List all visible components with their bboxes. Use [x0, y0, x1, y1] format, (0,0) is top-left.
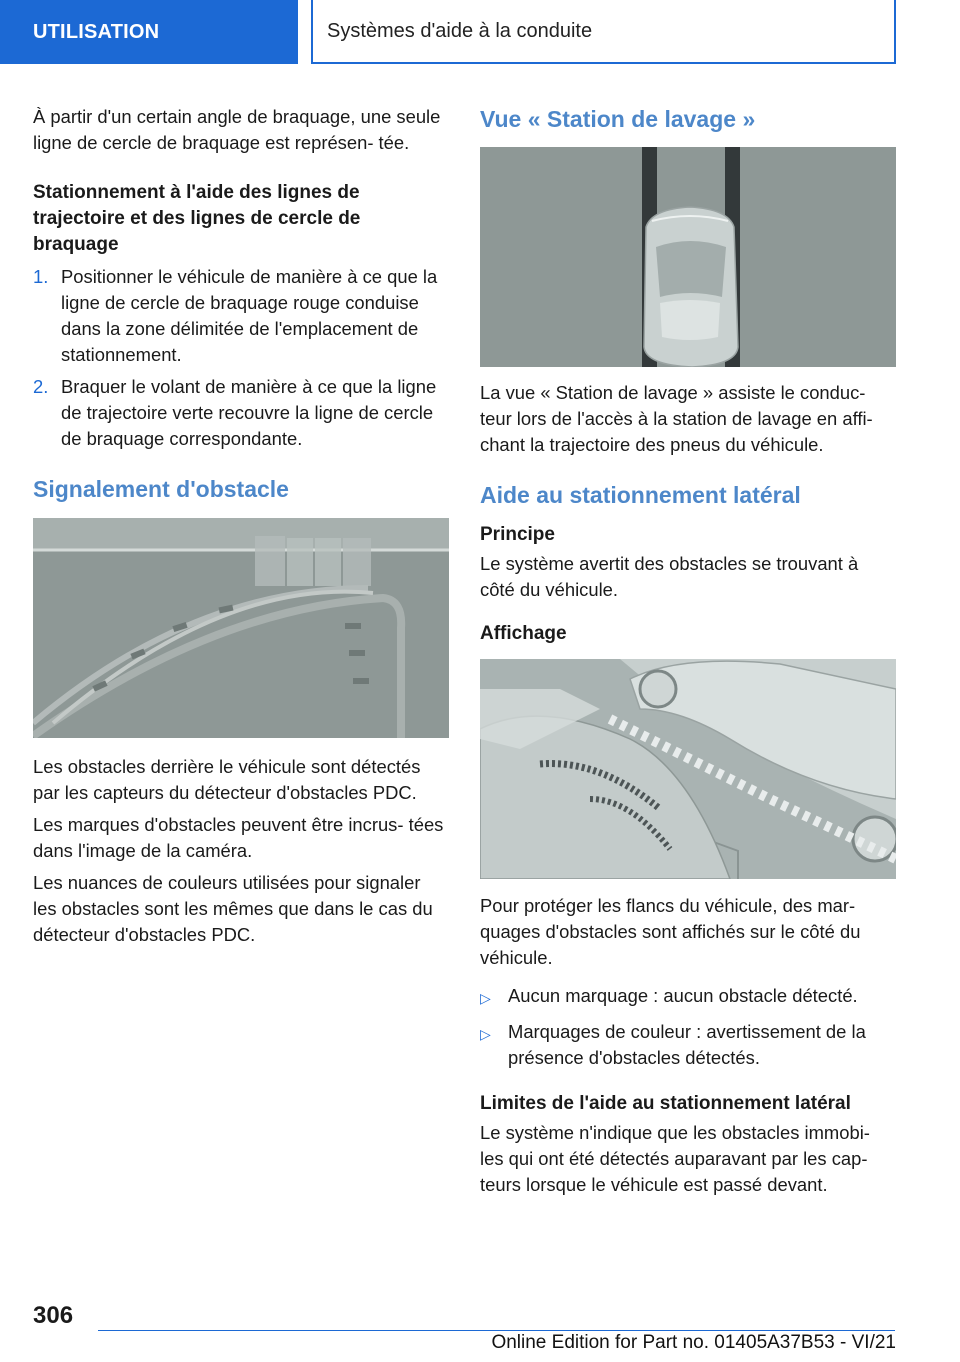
triangle-bullet-icon: ▷ [480, 1026, 491, 1042]
intro-paragraph: À partir d'un certain angle de braquage, une seule ligne de cercle de braquage est représen- tée. [33, 106, 441, 153]
marking-list [480, 983, 896, 1071]
parking-heading: Stationnement à l'aide des lignes de trajectoire et des lignes de cercle de braquage [33, 182, 361, 255]
car-wash-figure [480, 147, 896, 367]
principle-text: Le système avertit des obstacles se trouvant à côté du véhicule. [480, 553, 859, 600]
page-number: 306 [33, 1302, 74, 1329]
marking-text: Marquages de couleur : avertissement de la présence d'obstacles détectés. [508, 1021, 866, 1068]
steps-list [33, 264, 449, 452]
header-chapter-box [311, 0, 896, 64]
edition-line: Online Edition for Part no. 01405A37B53 - VI/21 [491, 1332, 896, 1353]
car-icon [644, 207, 738, 367]
marking-text: Aucun marquage : aucun obstacle détecté. [508, 985, 858, 1006]
header-section-tab [0, 0, 298, 64]
obstacle-heading: Signalement d'obstacle [33, 476, 289, 502]
obstacle-paragraph: Les nuances de couleurs utilisées pour signaler les obstacles sont les mêmes que dans le cas du détecteur d'obstacles PDC. [33, 872, 433, 945]
obstacle-paragraph: Les obstacles derrière le véhicule sont détectés par les capteurs du détecteur d'obstacles PDC. [33, 756, 421, 803]
left-column [33, 104, 449, 960]
side-parking-figure [480, 659, 896, 879]
display-text: Pour protéger les flancs du véhicule, des mar- quages d'obstacles sont affichés sur le côté du véhicule. [480, 895, 861, 968]
right-column [480, 104, 896, 1210]
obstacle-camera-figure [33, 518, 449, 738]
wash-heading: Vue « Station de lavage » [480, 106, 756, 132]
step-text: Positionner le véhicule de manière à ce que la ligne de cercle de braquage rouge conduise dans la zone délimitée de l'emplacement de stationnement. [61, 266, 438, 365]
wash-description: La vue « Station de lavage » assiste le conduc- teur lors de l'accès à la station de lavage en affi- chant la trajectoire des pneus du véhicule. [480, 382, 873, 455]
step-text: Braquer le volant de manière à ce que la ligne de trajectoire verte recouvre la ligne de cercle de braquage correspondante. [61, 376, 437, 449]
marking-item [480, 983, 896, 1011]
header-chapter-label: Systèmes d'aide à la conduite [327, 19, 593, 42]
side-parking-heading: Aide au stationnement latéral [480, 482, 801, 508]
footer-divider [98, 1330, 895, 1331]
header-section-label: UTILISATION [33, 20, 160, 43]
step-number: 2. [33, 376, 49, 397]
obstacle-paragraph: Les marques d'obstacles peuvent être incrus- tées dans l'image de la caméra. [33, 814, 444, 861]
step-item [33, 264, 449, 368]
triangle-bullet-icon: ▷ [480, 990, 491, 1006]
limits-text: Le système n'indique que les obstacles immobi- les qui ont été détectés auparavant par les cap- teurs lorsque le véhicule est passé devant. [480, 1122, 870, 1195]
marking-item [480, 1019, 896, 1071]
display-heading: Affichage [480, 623, 567, 644]
principle-heading: Principe [480, 524, 555, 545]
step-number: 1. [33, 266, 49, 287]
step-item [33, 374, 449, 452]
limits-heading: Limites de l'aide au stationnement latéral [480, 1093, 851, 1114]
